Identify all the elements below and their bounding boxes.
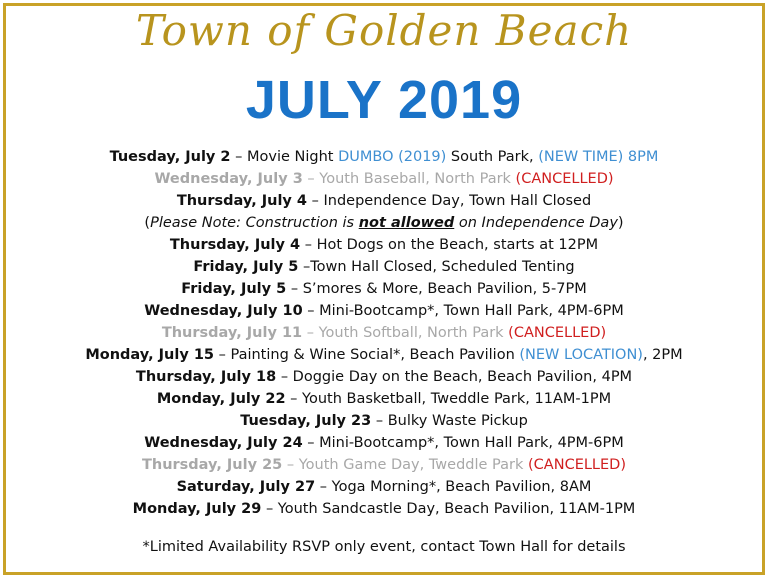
event-list [0,146,768,520]
event-text: – Youth Sandcastle Day, Beach Pavilion, 11AM-1PM [261,501,636,517]
rsvp-footnote: *Limited Availability RSVP only event, contact Town Hall for details [142,539,626,555]
note-text: Please Note: Construction is [150,215,359,231]
cancelled-label: (CANCELLED) [515,171,614,187]
event-text: – Youth Game Day, Tweddle Park [282,457,529,473]
note-text: on Independence Day [454,215,618,231]
event-text: – Yoga Morning*, Beach Pavilion, 8AM [315,479,592,495]
event-text: – Mini-Bootcamp*, Town Hall Park, 4PM-6PM [302,435,624,451]
event-date: Thursday, July 4 [176,193,308,209]
event-date: Friday, July 5 [193,259,299,275]
note-emphasis: not allowed [358,215,455,231]
event-date: Wednesday, July 3 [154,171,303,187]
event-date: Wednesday, July 24 [144,435,303,451]
event-line [0,344,768,366]
event-line-cancelled [0,168,768,190]
event-line [0,278,768,300]
event-text: – Youth Basketball, Tweddle Park, 11AM-1PM [285,391,612,407]
event-date: Thursday, July 25 [141,457,283,473]
note-paren: ) [617,215,624,231]
event-line [0,476,768,498]
event-line [0,366,768,388]
event-line [0,388,768,410]
event-highlight: DUMBO (2019) [338,149,447,165]
event-date: Saturday, July 27 [176,479,316,495]
event-date: Thursday, July 4 [169,237,301,253]
event-text: – Youth Baseball, North Park [302,171,516,187]
event-line [0,190,768,212]
event-line [0,234,768,256]
event-date: Monday, July 22 [156,391,286,407]
event-date: Tuesday, July 23 [240,413,372,429]
event-date: Friday, July 5 [181,281,287,297]
event-date: Monday, July 29 [132,501,262,517]
cancelled-label: (CANCELLED) [528,457,626,473]
event-text: – Hot Dogs on the Beach, starts at 12PM [300,237,599,253]
event-text: – Doggie Day on the Beach, Beach Pavilion, 4PM [276,369,633,385]
event-date: Thursday, July 18 [135,369,277,385]
event-line [0,432,768,454]
event-text: –Town Hall Closed, Scheduled Tenting [298,259,575,275]
event-date: Wednesday, July 10 [144,303,303,319]
event-line-cancelled [0,322,768,344]
event-text: , 2PM [642,347,683,363]
construction-note [0,212,768,234]
month-heading: JULY 2019 [245,70,523,130]
event-date: Tuesday, July 2 [109,149,231,165]
event-line-cancelled [0,454,768,476]
event-line [0,410,768,432]
town-title: Town of Golden Beach [135,6,633,55]
event-highlight: (NEW LOCATION) [519,347,643,363]
event-text: – Independence Day, Town Hall Closed [307,193,592,209]
event-text: – Youth Softball, North Park [302,325,509,341]
event-date: Monday, July 15 [85,347,215,363]
event-line [0,256,768,278]
event-text: – Movie Night [230,149,339,165]
event-line [0,300,768,322]
cancelled-label: (CANCELLED) [508,325,607,341]
event-line [0,498,768,520]
event-date: Thursday, July 11 [161,325,303,341]
event-text: South Park, [446,149,539,165]
event-text: – S’mores & More, Beach Pavilion, 5-7PM [286,281,587,297]
event-highlight: (NEW TIME) 8PM [538,149,659,165]
event-text: – Painting & Wine Social*, Beach Pavilion [214,347,520,363]
event-text: – Mini-Bootcamp*, Town Hall Park, 4PM-6PM [302,303,624,319]
event-text: – Bulky Waste Pickup [371,413,528,429]
event-line [0,146,768,168]
note-paren: ( [144,215,151,231]
